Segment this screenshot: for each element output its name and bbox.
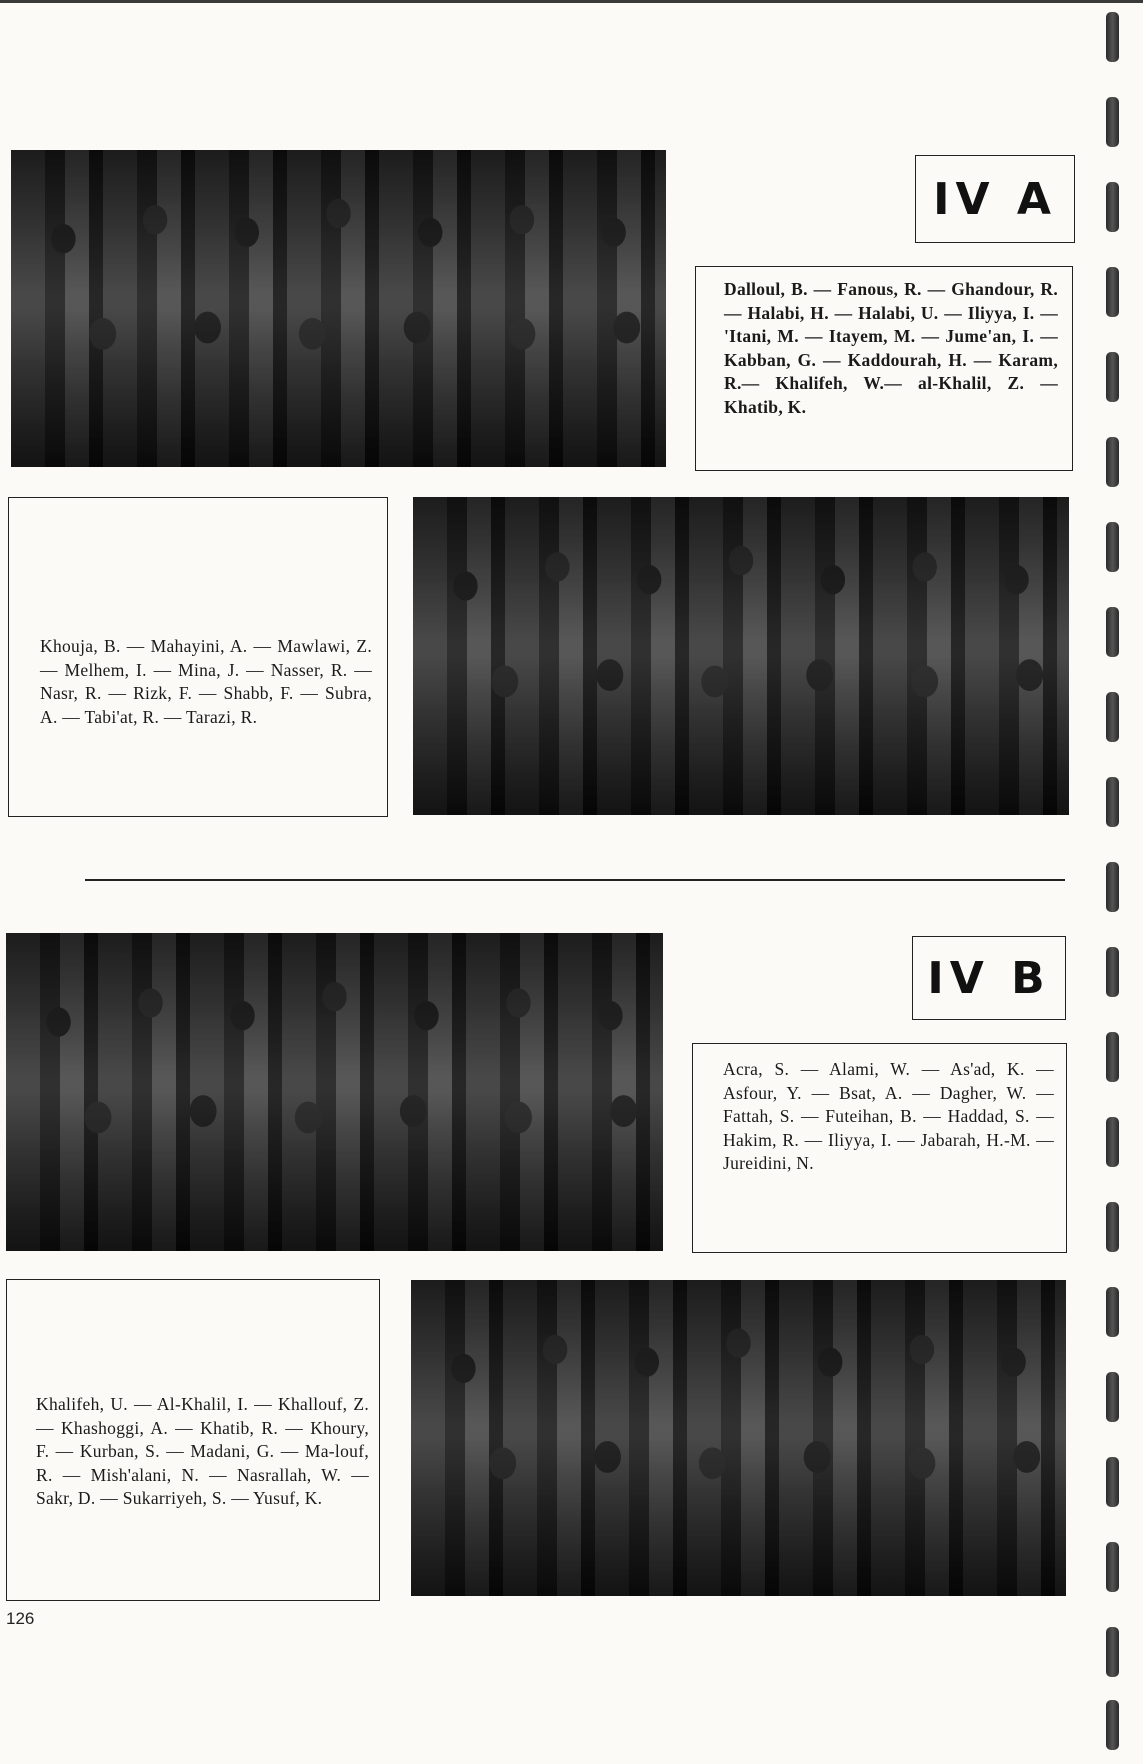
names-list-iv-b-2: Khalifeh, U. — Al-Khalil, I. — Khallouf, Z. — Khashoggi, A. — Khatib, R. — Khoury, F. — Kurban, S. — Madani, G. — Ma-louf, R. — Mish'alani, N. — Nasrallah, W. — Sakr, D. — Sukarriyeh, S. — Yusuf, K. (36, 1394, 369, 1508)
page-number: 126 (6, 1609, 35, 1628)
names-list-iv-b-1: Acra, S. — Alami, W. — As'ad, K. — Asfour, Y. — Bsat, A. — Dagher, W. — Fattah, S. — Futeihan, B. — Haddad, S. — Hakim, R. — Iliyya, I. — Jabarah, H.-M. — Jureidini, N. (723, 1059, 1054, 1173)
names-box-iv-b-2 (6, 1279, 380, 1601)
binding-hole (1106, 1287, 1119, 1337)
binding-hole (1106, 267, 1119, 317)
binding-hole (1106, 437, 1119, 487)
names-box-iv-b-1 (692, 1043, 1067, 1253)
binding-hole (1106, 522, 1119, 572)
binding-hole (1106, 1117, 1119, 1167)
class-photo-iv-b-2 (411, 1280, 1066, 1596)
names-list-iv-a-1: Dalloul, B. — Fanous, R. — Ghandour, R. — Halabi, H. — Halabi, U. — Iliyya, I. — 'Itani, M. — Itayem, M. — Jume'an, I. — Kabban, G. — Kaddourah, H. — Karam, R.— Khalifeh, W.— al-Khalil, Z. — Khatib, K. (724, 279, 1058, 417)
binding-hole (1106, 692, 1119, 742)
top-rule (0, 0, 1143, 3)
section-divider (85, 879, 1065, 881)
binding-hole (1106, 97, 1119, 147)
binding-hole (1106, 352, 1119, 402)
names-list-iv-a-2: Khouja, B. — Mahayini, A. — Mawlawi, Z. — Melhem, I. — Mina, J. — Nasser, R. — Nasr, R. — Rizk, F. — Shabb, F. — Subra, A. — Tabi'at, R. — Tarazi, R. (40, 636, 372, 727)
class-photo-iv-a-1 (11, 150, 666, 467)
binding-hole (1106, 862, 1119, 912)
binding-hole (1106, 1457, 1119, 1507)
class-photo-iv-a-2 (413, 497, 1069, 815)
binding-hole (1106, 777, 1119, 827)
names-box-iv-a-2 (8, 497, 388, 817)
names-box-iv-a-1 (695, 266, 1073, 471)
binding-hole (1106, 182, 1119, 232)
binding-hole (1106, 1032, 1119, 1082)
binding-hole (1106, 1372, 1119, 1422)
binding-hole (1106, 1627, 1119, 1677)
binding-hole (1106, 1700, 1119, 1750)
binding-hole (1106, 12, 1119, 62)
binding-hole (1106, 607, 1119, 657)
class-label-iv-b: IV B (912, 936, 1066, 1020)
binding-hole (1106, 1202, 1119, 1252)
binding-hole (1106, 947, 1119, 997)
binding-hole (1106, 1542, 1119, 1592)
class-photo-iv-b-1 (6, 933, 663, 1251)
class-label-iv-a: IV A (915, 155, 1075, 243)
